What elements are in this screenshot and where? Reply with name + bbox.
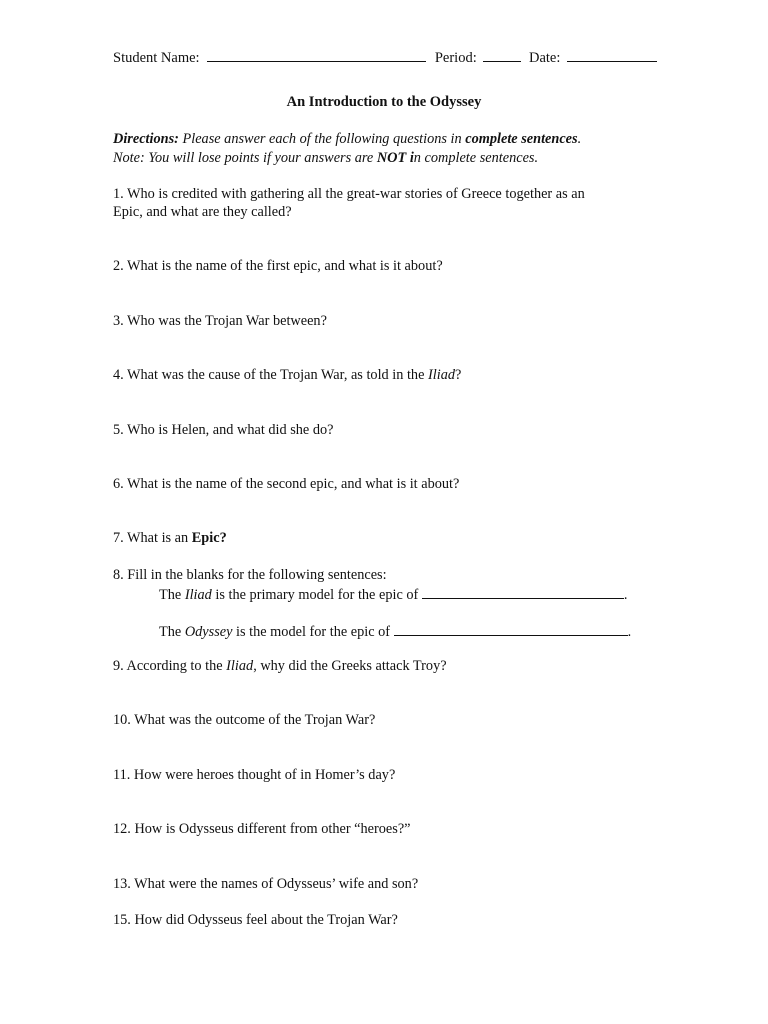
date-label: Date: [528, 50, 561, 66]
question-8a-blank[interactable] [422, 584, 624, 599]
question-9-end: , why did the Greeks attack Troy? [253, 658, 447, 674]
question-12: 12. How is Odysseus different from other “heroes?” [113, 821, 411, 837]
question-1-line-1: 1. Who is credited with gathering all the great-war stories of Greece together as an [113, 186, 585, 202]
question-3: 3. Who was the Trojan War between? [113, 313, 327, 329]
question-4 [113, 366, 461, 384]
question-8a-the: The [159, 587, 185, 603]
note-text: Note: You will lose points if your answers are [113, 150, 377, 166]
question-8: 8. Fill in the blanks for the following sentences: [113, 567, 387, 583]
note-emphasis: NOT i [376, 150, 414, 166]
directions-label: Directions: [113, 131, 179, 147]
question-8b-the: The [159, 624, 185, 640]
question-7 [113, 529, 227, 547]
question-8a-text: is the primary model for the epic of [211, 587, 422, 603]
question-9 [113, 657, 447, 675]
directions-end: . [577, 131, 582, 147]
question-8b-blank[interactable] [394, 621, 628, 636]
directions-text: Please answer each of the following questions in [178, 131, 466, 147]
note-end: n complete sentences. [413, 150, 539, 166]
question-8a-period: . [623, 587, 628, 603]
question-8a [159, 584, 627, 604]
directions-emphasis: complete sentences [465, 131, 578, 147]
directions [113, 130, 581, 148]
student-name-blank[interactable] [207, 47, 426, 62]
period-label: Period: [434, 50, 477, 66]
question-4-end: ? [455, 367, 462, 383]
question-6: 6. What is the name of the second epic, and what is it about? [113, 476, 460, 492]
question-8b [159, 621, 631, 641]
question-9-iliad: Iliad [226, 658, 254, 674]
question-8b-odyssey: Odyssey [184, 624, 233, 640]
student-name-label: Student Name: [113, 50, 200, 66]
question-10: 10. What was the outcome of the Trojan War? [113, 712, 376, 728]
question-11: 11. How were heroes thought of in Homer’s day? [113, 767, 396, 783]
question-8b-text: is the model for the epic of [232, 624, 394, 640]
question-2: 2. What is the name of the first epic, and what is it about? [113, 258, 443, 274]
question-7-text: 7. What is an [113, 530, 192, 546]
question-9-text: 9. According to the [113, 658, 227, 674]
question-8a-iliad: Iliad [184, 587, 212, 603]
directions-note [113, 149, 538, 167]
question-13: 13. What were the names of Odysseus’ wife and son? [113, 876, 419, 892]
question-7-epic: Epic? [191, 530, 227, 546]
question-4-iliad: Iliad [428, 367, 456, 383]
period-blank[interactable] [483, 47, 521, 62]
date-blank[interactable] [567, 47, 657, 62]
question-5: 5. Who is Helen, and what did she do? [113, 422, 334, 438]
question-15: 15. How did Odysseus feel about the Trojan War? [113, 912, 398, 928]
question-8b-period: . [627, 624, 632, 640]
question-4-text: 4. What was the cause of the Trojan War, as told in the [113, 367, 428, 383]
question-1-line-2: Epic, and what are they called? [113, 204, 292, 220]
page-title: An Introduction to the Odyssey [286, 94, 482, 110]
header-line [113, 47, 657, 67]
